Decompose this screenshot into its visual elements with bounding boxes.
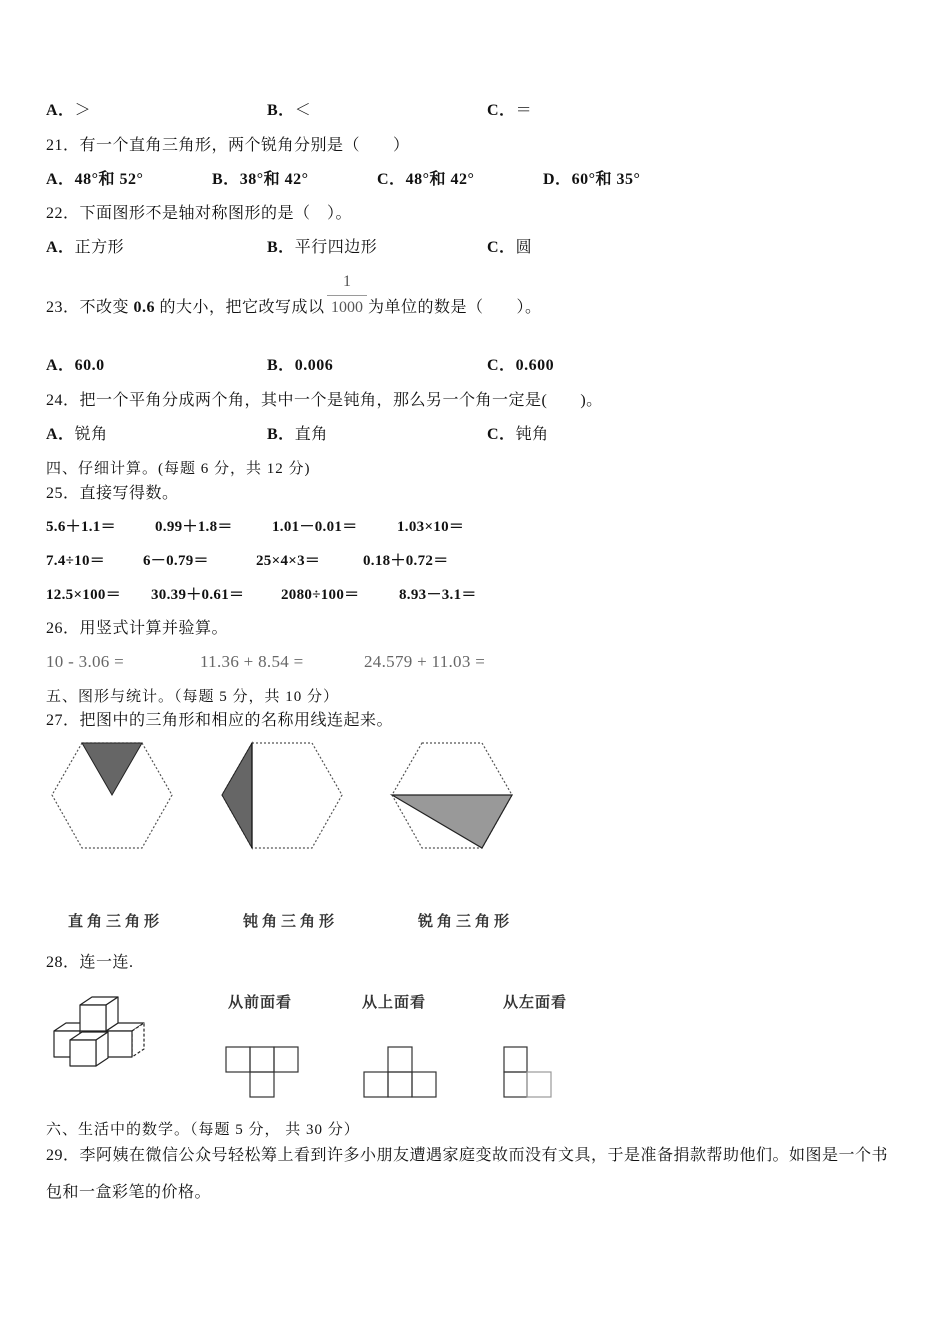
option-text: 60.0 xyxy=(74,357,105,374)
section6-heading: 六、生活中的数学。（每题 5 分， 共 30 分） xyxy=(46,1122,360,1138)
option-text: ＞ xyxy=(74,102,92,119)
calc-item: 0.99＋1.8＝ xyxy=(155,519,233,535)
calc-item: 12.5×100＝ xyxy=(46,587,121,603)
q20-option-b xyxy=(267,101,311,121)
calc-item: 2080÷100＝ xyxy=(281,587,360,603)
option-label: B． xyxy=(267,102,295,119)
calc-item: 0.18＋0.72＝ xyxy=(363,553,449,569)
obtuse-triangle-shaded xyxy=(222,743,252,848)
q24-option-b xyxy=(267,425,328,445)
calc-item: 1.03×10＝ xyxy=(397,519,465,535)
left-view-square xyxy=(527,1072,551,1097)
label-acute-triangle: 锐角三角形 xyxy=(418,914,514,930)
cube-right-front-face xyxy=(106,1031,132,1057)
q23-option-c xyxy=(487,356,554,376)
section5-heading: 五、图形与统计。（每题 5 分，共 10 分） xyxy=(46,689,340,705)
option-label: A． xyxy=(46,426,75,443)
option-text: 0.006 xyxy=(294,357,334,374)
vertical-calc-item: 10 - 3.06 = xyxy=(46,652,125,671)
front-view-square xyxy=(274,1047,298,1072)
calc-item: 1.01－0.01＝ xyxy=(272,519,358,535)
q23-option-b xyxy=(267,356,333,376)
label-left-view: 从左面看 xyxy=(503,995,568,1011)
vertical-calc-item: 11.36 + 8.54 = xyxy=(200,652,304,671)
calc-item: 30.39＋0.61＝ xyxy=(151,587,245,603)
option-label: C． xyxy=(487,426,516,443)
q21-option-a xyxy=(46,170,143,190)
calc-item: 6－0.79＝ xyxy=(143,553,209,569)
q28-stem: 28．连一连. xyxy=(46,954,134,971)
option-label: A． xyxy=(46,239,75,256)
option-label: A． xyxy=(46,357,75,374)
q21-option-c xyxy=(377,170,474,190)
cube-stack-figure xyxy=(40,990,170,1075)
acute-triangle-shaded xyxy=(82,743,142,795)
q24-option-c xyxy=(487,425,549,445)
q23-stem-prefix: 23．不改变 xyxy=(46,299,134,316)
option-text: 48°和 52° xyxy=(74,171,144,188)
option-text: 0.600 xyxy=(515,357,555,374)
option-text: 直角 xyxy=(294,426,328,443)
fraction-bar xyxy=(327,295,367,296)
q23-stem-value: 0.6 xyxy=(133,299,156,316)
label-right-triangle: 直角三角形 xyxy=(68,914,164,930)
vertical-calc-item: 24.579 + 11.03 = xyxy=(364,652,486,671)
option-label: D． xyxy=(543,171,572,188)
calc-item: 5.6＋1.1＝ xyxy=(46,519,116,535)
q29-stem-line-2: 包和一盒彩笔的价格。 xyxy=(46,1184,212,1201)
calc-item: 8.93－3.1＝ xyxy=(399,587,477,603)
q21-stem: 21．有一个直角三角形，两个锐角分别是（ ） xyxy=(46,137,410,154)
option-text: 钝角 xyxy=(515,426,549,443)
option-label: C． xyxy=(377,171,406,188)
front-view-square xyxy=(250,1072,274,1097)
q26-stem: 26．用竖式计算并验算。 xyxy=(46,620,229,637)
q20-option-a xyxy=(46,101,91,121)
right-triangle-shaded xyxy=(392,795,512,848)
option-text: 正方形 xyxy=(74,239,125,256)
option-text: 60°和 35° xyxy=(571,171,641,188)
q22-option-c xyxy=(487,238,532,258)
cube-front-front-face xyxy=(70,1040,96,1066)
front-view-square xyxy=(250,1047,274,1072)
q22-option-b xyxy=(267,238,377,258)
q24-stem: 24．把一个平角分成两个角，其中一个是钝角，那么另一个角一定是( )。 xyxy=(46,392,603,409)
q27-stem: 27．把图中的三角形和相应的名称用线连起来。 xyxy=(46,712,394,729)
option-text: ＜ xyxy=(294,102,312,119)
q20-option-c xyxy=(487,101,532,121)
option-label: B． xyxy=(267,239,295,256)
option-label: C． xyxy=(487,239,516,256)
hexagon-figures xyxy=(40,735,530,860)
q21-option-d xyxy=(543,170,640,190)
top-view-square xyxy=(412,1072,436,1097)
top-view-square xyxy=(388,1072,412,1097)
label-obtuse-triangle: 钝角三角形 xyxy=(243,914,339,930)
option-text: 锐角 xyxy=(74,426,108,443)
top-view-square xyxy=(388,1047,412,1072)
fraction-numerator: 1 xyxy=(343,273,351,290)
left-view-square xyxy=(504,1047,527,1072)
option-label: C． xyxy=(487,102,516,119)
option-text: 48°和 42° xyxy=(405,171,475,188)
option-text: 38°和 42° xyxy=(239,171,309,188)
option-label: B． xyxy=(267,357,295,374)
cube-top-front-face xyxy=(80,1005,106,1031)
calc-item: 7.4÷10＝ xyxy=(46,553,106,569)
q23-stem-start xyxy=(46,298,325,318)
option-label: B． xyxy=(212,171,240,188)
q21-option-b xyxy=(212,170,309,190)
fraction-denominator: 1000 xyxy=(331,299,363,316)
q29-stem-line-1: 29．李阿姨在微信公众号轻松筹上看到许多小朋友遭遇家庭变故而没有文具，于是准备捐款帮助他们。如图是一个书 xyxy=(46,1147,889,1164)
option-label: A． xyxy=(46,102,75,119)
front-view-square xyxy=(226,1047,250,1072)
q23-stem-middle: 的大小，把它改写成以 xyxy=(155,299,325,316)
q23-stem-suffix: 为单位的数是（ ）。 xyxy=(368,299,542,316)
q24-option-a xyxy=(46,425,108,445)
option-label: B． xyxy=(267,426,295,443)
label-front-view: 从前面看 xyxy=(228,995,293,1011)
option-text: ＝ xyxy=(515,102,533,119)
q23-option-a xyxy=(46,356,105,376)
section4-heading: 四、仔细计算。(每题 6 分，共 12 分) xyxy=(46,461,311,477)
option-text: 平行四边形 xyxy=(294,239,378,256)
label-top-view: 从上面看 xyxy=(362,995,427,1011)
option-text: 圆 xyxy=(515,239,533,256)
view-drawings xyxy=(220,1040,560,1102)
q22-option-a xyxy=(46,238,124,258)
q25-stem: 25．直接写得数。 xyxy=(46,485,179,502)
option-label: A． xyxy=(46,171,75,188)
left-view-square xyxy=(504,1072,527,1097)
top-view-square xyxy=(364,1072,388,1097)
calc-item: 25×4×3＝ xyxy=(256,553,321,569)
option-label: C． xyxy=(487,357,516,374)
q22-stem: 22．下面图形不是轴对称图形的是（ ）。 xyxy=(46,205,353,222)
